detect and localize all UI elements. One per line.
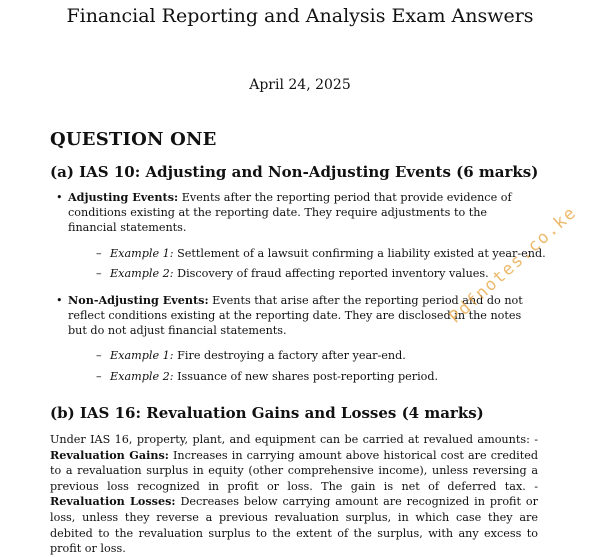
- dash-icon: –: [96, 247, 102, 260]
- revaluation-losses-text: Decreases below carrying amount are recognized in profit or loss, unless they reverse a previous revaluation surplus, in which case they are debited to the revaluation surplus to the extent of the surplus, with any excess to profit or loss.: [50, 495, 538, 556]
- revaluation-gains-term: Revaluation Gains:: [50, 447, 169, 462]
- document-title: Financial Reporting and Analysis Exam Answers: [66, 5, 534, 27]
- adjusting-example-2: [96, 266, 546, 281]
- adjusting-example-1: [96, 246, 546, 261]
- example-label: Example 1:: [110, 247, 174, 260]
- dash-icon: –: [96, 349, 102, 362]
- question-heading: QUESTION ONE: [50, 129, 217, 150]
- dash-icon: –: [96, 267, 102, 280]
- revaluation-intro: Under IAS 16, property, plant, and equipment can be carried at revalued amounts: -: [50, 433, 538, 446]
- non-adjusting-example-1: [96, 348, 546, 363]
- section-a-heading: (a) IAS 10: Adjusting and Non-Adjusting Events (6 marks): [50, 163, 539, 181]
- example-text: Discovery of fraud affecting reported inventory values.: [177, 267, 489, 280]
- revaluation-gains-text: Increases in carrying amount above historical cost are credited to a revaluation surplus in equity (other comprehensive income), unless reversing a previous loss recognized in profit or loss. The gain is net of deferred tax. -: [50, 448, 539, 493]
- non-adjusting-events-term: Non-Adjusting Events:: [68, 293, 209, 307]
- watermark-text: Pdfnotes.co.ke: [445, 202, 581, 328]
- revaluation-losses-term: Revaluation Losses:: [50, 494, 176, 509]
- adjusting-events-item: [56, 190, 538, 235]
- non-adjusting-events-definition: Events that arise after the reporting period and do not reflect conditions existing at the reporting date. They are disclosed in the notes but do not adjust financial statements.: [68, 294, 523, 337]
- section-b-heading: (b) IAS 16: Revaluation Gains and Losses (4 marks): [50, 404, 484, 422]
- non-adjusting-example-2: [96, 369, 546, 384]
- example-text: Issuance of new shares post-reporting period.: [177, 370, 439, 383]
- adjusting-events-definition: Events after the reporting period that provide evidence of conditions existing at the reporting date. They require adjustments to the financial statements.: [68, 191, 512, 234]
- example-label: Example 2:: [110, 370, 174, 383]
- adjusting-events-term: Adjusting Events:: [68, 190, 179, 204]
- dash-icon: –: [96, 370, 102, 383]
- example-label: Example 1:: [110, 349, 174, 362]
- revaluation-paragraph: [50, 432, 538, 557]
- example-text: Fire destroying a factory after year-end.: [177, 349, 406, 362]
- document-date: April 24, 2025: [249, 77, 351, 93]
- example-text: Settlement of a lawsuit confirming a liability existed at year-end.: [177, 247, 546, 260]
- bullet-icon: •: [56, 294, 63, 307]
- bullet-icon: •: [56, 191, 63, 204]
- example-label: Example 2:: [110, 267, 174, 280]
